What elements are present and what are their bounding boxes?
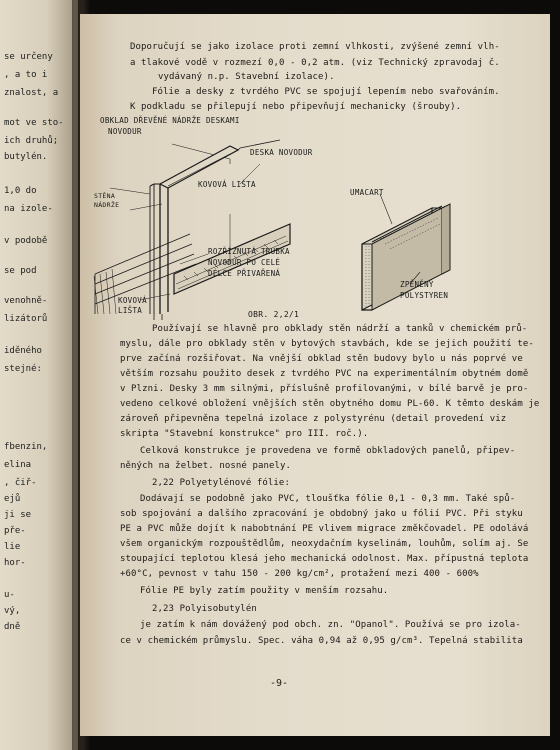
section-heading-222: 2,22 Polyetylénové fólie: [152,478,290,488]
label-deska-novodur: DESKA NOVODUR [250,148,313,157]
margin-fragment: znalost, a [4,88,59,98]
text-line: Doporučují se jako izolace proti zemní vlhkosti, zvýšené zemní vlh- [130,42,500,52]
margin-fragment: u- [4,590,15,600]
text-line: skripta "Stavební konstrukce" pro III. roč.). [120,429,369,439]
margin-fragment: venohně- [4,296,48,306]
text-line: všem organickým rozpouštědlům, neoxydačním kyselinám, louhům, solím aj. Se [120,539,529,549]
margin-fragment: 1,0 do [4,186,37,196]
margin-fragment: ich druhů; [4,136,59,146]
text-line: zároveň připevněna tepelná izolace z polystyrénu (detail provedení viz [120,414,507,424]
label-nadrze: NÁDRŽE [94,201,120,209]
label-polystyren: POLYSTYREN [400,291,449,300]
label-kovova-lista-bottom: KOVOVÁ [118,296,147,305]
text-line: PE a PVC může dojít k nabobtnání PE vlivem migrace změkčovadel. PE odolává [120,524,529,534]
label-lista-bottom: LIŠTA [118,306,143,315]
margin-fragment: v podobě [4,236,48,246]
page-number: -9- [270,678,289,689]
text-line: ce v chemickém průmyslu. Spec. váha 0,94 až 0,95 g/cm³. Tepelná stabilita [120,636,523,646]
text-line: v Plzni. Desky 3 mm silnými, příslušně profilovanými, v bílé barvě je pro- [120,384,529,394]
margin-fragment: stejné: [4,364,42,374]
text-line: Fólie a desky z tvrdého PVC se spojují lepením nebo svařováním. [152,87,500,97]
text-line: větším rozsahu použito desek z tvrdého PVC na experimentálním obytném domě [120,369,529,379]
margin-fragment: se pod [4,266,37,276]
margin-fragment: mot ve sto- [4,118,64,128]
margin-fragment: fbenzin, [4,442,48,452]
text-line: Používají se hlavně pro obklady stěn nádrží a tanků v chemickém prů- [152,324,528,334]
section-heading-223: 2,23 Polyisobutylén [152,604,257,614]
text-line: sob spojování a dalšího zpracování je obdobný jako u fólií PVC. Při styku [120,509,523,519]
text-line: myslu, dále pro obklady stěn v bytových stavbách, kde se jejich použití te- [120,339,534,349]
margin-fragment: butylén. [4,152,48,162]
text-line: prve začíná rozšiřovat. Na vnější obklad stěn budovy bylo u nás poprvé ve [120,354,523,364]
margin-fragment: , a to i [4,70,48,80]
margin-fragment: na izole- [4,204,53,214]
tank-cladding-drawing [94,140,290,320]
text-line: +60°C, pevnost v tahu 150 - 200 kg/cm², protažení mezi 400 - 600% [120,569,479,579]
figure-drawing [80,124,550,324]
left-page-edge [0,0,78,750]
text-line: a tlakové vodě v rozmezí 0,0 - 0,2 atm. (viz Technický zpravodaj č. [130,58,500,68]
margin-fragment: vý, [4,606,21,616]
label-kovova-lista-top: KOVOVÁ LIŠTA [198,180,256,189]
figure-title: OBKLAD DŘEVĚNÉ NÁDRŽE DESKAMI [100,116,240,125]
text-line: K podkladu se přilepují nebo připevňují mechanicky (šrouby). [130,102,462,112]
margin-fragment: hor- [4,558,26,568]
text-line: je zatím k nám dovážený pod obch. zn. "Opanol". Používá se pro izola- [140,620,521,630]
margin-fragment: lie [4,542,21,552]
label-stena: STĚNA [94,192,116,200]
text-line: Celková konstrukce je provedena ve formě obkladových panelů, připev- [140,446,516,456]
margin-fragment: dně [4,622,21,632]
margin-fragment: iděného [4,346,42,356]
label-trubka-2: NOVODUR PO CELÉ [208,258,281,267]
margin-fragment: elina [4,460,32,470]
figure-caption: OBR. 2,2/1 [248,310,300,319]
label-zpeneny: ZPĚNĚNÝ [400,280,434,289]
margin-fragment: lizátorů [4,314,48,324]
text-line: vedeno celkové obložení vnějších stěn obytného domu PL-60. K těmto deskám je [120,399,540,409]
text-line: Fólie PE byly zatím použity v menším rozsahu. [140,586,389,596]
margin-fragment: pře- [4,526,26,536]
margin-fragment: se určeny [4,52,53,62]
margin-fragment: ji se [4,510,32,520]
text-line: stoupající teplotou klesá jeho mechanická odolnost. Max. přípustná teplota [120,554,529,564]
figure-title-line2: NOVODUR [108,127,142,136]
text-line: vydávaný n.p. Stavební izolace). [158,72,335,82]
text-line: Dodávají se podobně jako PVC, tloušťka fólie 0,1 - 0,3 mm. Také spů- [140,494,516,504]
label-umacart: UMACART [350,188,384,197]
margin-fragment: , čiř- [4,478,37,488]
label-trubka-1: ROZŘÍZNUTÁ TRUBKA [208,247,290,256]
margin-fragment: ejů [4,494,21,504]
right-page [80,14,550,736]
label-trubka-3: DÉLCE PŘIVAŘENÁ [208,269,281,278]
text-line: něných na želbet. nosné panely. [120,461,292,471]
